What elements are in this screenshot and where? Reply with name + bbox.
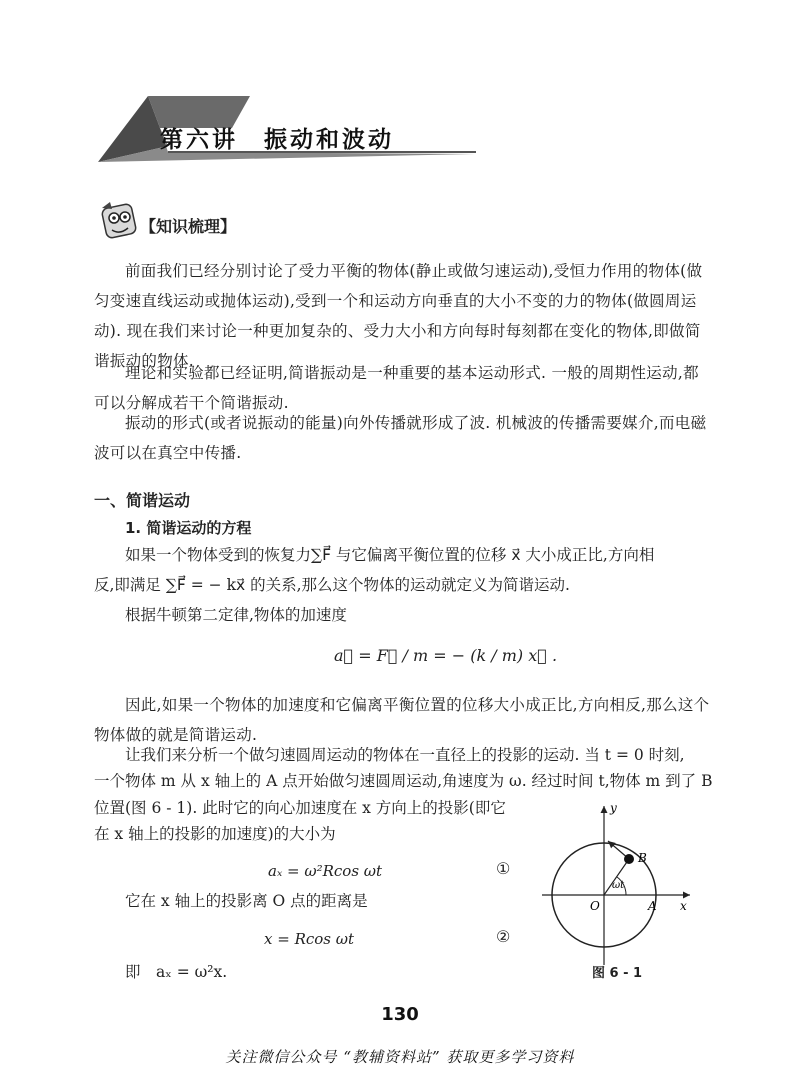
text-line-5d: 在 x 轴上的投影的加速度)的大小为 <box>94 825 336 843</box>
text-line-1: 如果一个物体受到的恢复力∑F⃗ 与它偏离平衡位置的位移 x⃗ 大小成正比,方向相 <box>125 546 655 564</box>
formula-acceleration: a⃗ = F⃗ / m = − (k / m) x⃗ . <box>334 646 558 665</box>
paragraph-conclusion: 因此,如果一个物体的加速度和它偏离平衡位置的位移大小成正比,方向相反,那么这个物体做的就是简谐运动. <box>94 696 710 744</box>
text-line-5a: 让我们来分析一个做匀速圆周运动的物体在一直径上的投影的运动. 当 t = 0 时刻, <box>125 746 685 764</box>
subsection-heading: 1. 简谐运动的方程 <box>125 519 252 537</box>
intro-paragraph-2: 理论和实验都已经证明,简谐振动是一种重要的基本运动形式. 一般的周期性运动,都可以分解成若干个简谐振动. <box>94 364 699 412</box>
equation-2-number: ② <box>496 927 511 946</box>
section-tag: 【知识梳理】 <box>140 217 237 236</box>
equation-3: 即 aₓ = ω²x. <box>125 963 228 981</box>
point-b <box>624 854 634 864</box>
label-omega-t: ωt <box>612 880 625 891</box>
intro-paragraph-3: 振动的形式(或者说振动的能量)向外传播就形成了波. 机械波的传播需要媒介,而电磁波可以在真空中传播. <box>94 414 707 462</box>
intro-paragraph-1: 前面我们已经分别讨论了受力平衡的物体(静止或做匀速运动),受恒力作用的物体(做匀变速直线运动或抛体运动),受到一个和运动方向垂直的大小不变的力的物体(做圆周运动). 现在我们来讨论一种更加复杂的、受力大小和方向每时每刻都在变化的物体,即做简谐振动的物体. <box>94 262 703 370</box>
text-line-2: 反,即满足 ∑F⃗ = − kx⃗ 的关系,那么这个物体的运动就定义为简谐运动. <box>94 576 570 594</box>
label-o: O <box>590 899 600 913</box>
section-heading: 一、简谐运动 <box>94 491 191 510</box>
label-y: y <box>610 801 617 815</box>
text-between: 它在 x 轴上的投影离 O 点的距离是 <box>125 892 368 910</box>
figure-6-1 <box>530 800 710 970</box>
watermark-text: 关注微信公众号 “教辅资料站” 获取更多学习资料 <box>225 1048 575 1066</box>
equation-1: aₓ = ω²Rcos ωt <box>268 862 383 880</box>
text-line-3: 根据牛顿第二定律,物体的加速度 <box>125 606 347 624</box>
mascot-icon <box>98 200 142 244</box>
chapter-banner <box>0 0 800 200</box>
label-x: x <box>680 899 687 913</box>
label-b: B <box>638 851 647 865</box>
figure-caption: 图 6 - 1 <box>592 966 643 981</box>
equation-1-number: ① <box>496 859 511 878</box>
page-number: 130 <box>381 1004 419 1025</box>
text-line-5c: 位置(图 6 - 1). 此时它的向心加速度在 x 方向上的投影(即它 <box>94 799 506 817</box>
label-a: A <box>648 899 657 913</box>
equation-2: x = Rcos ωt <box>264 930 355 948</box>
chapter-title: 第六讲 振动和波动 <box>160 127 394 153</box>
text-line-5b: 一个物体 m 从 x 轴上的 A 点开始做匀速圆周运动,角速度为 ω. 经过时间 t,物体 m 到了 B <box>94 772 713 790</box>
